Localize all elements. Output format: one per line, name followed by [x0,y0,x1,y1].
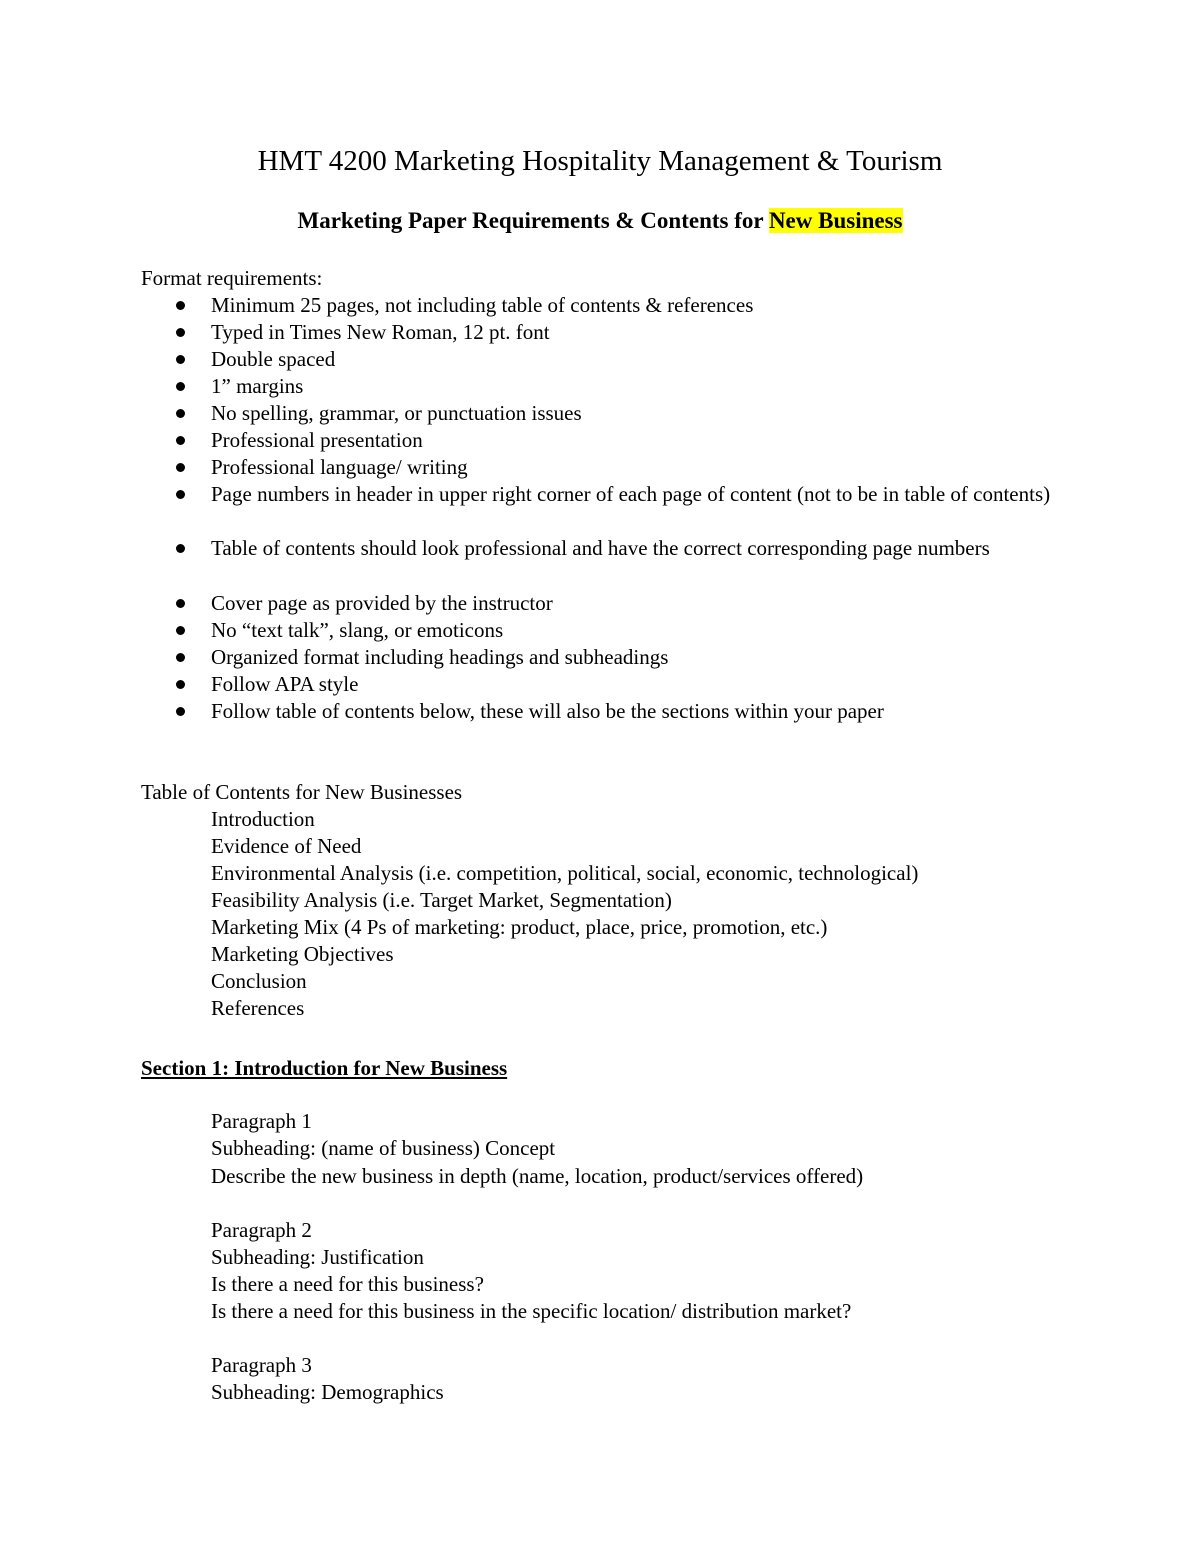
subtitle-text: Marketing Paper Requirements & Contents for [297,208,769,233]
bullet-icon [176,680,185,689]
format-item-text: Page numbers in header in upper right corner of each page of content (not to be in table of contents) [211,482,1051,506]
paragraph-line: Subheading: Demographics [211,1380,444,1404]
bullet-icon [176,463,185,472]
toc-label: Table of Contents for New Businesses [141,780,463,804]
toc-item: Marketing Mix (4 Ps of marketing: product, place, price, promotion, etc.) [211,915,828,939]
format-item-text: 1” margins [211,374,304,398]
format-item-text: Organized format including headings and subheadings [211,645,669,669]
document-title: HMT 4200 Marketing Hospitality Management & Tourism [257,145,943,177]
format-item-text: Follow APA style [211,672,359,696]
bullet-icon [176,707,185,716]
bullet-icon [176,653,185,662]
bullet-icon [176,599,185,608]
bullet-icon [176,301,185,310]
document-subtitle [0,205,1200,237]
bullet-icon [176,626,185,635]
paragraph-label: Paragraph 1 [211,1109,312,1133]
paragraph-line: Is there a need for this business in the specific location/ distribution market? [211,1299,852,1323]
toc-item: Marketing Objectives [211,942,394,966]
format-item-text: Typed in Times New Roman, 12 pt. font [211,320,550,344]
format-item-text: Cover page as provided by the instructor [211,591,553,615]
toc-item: Introduction [211,807,315,831]
format-item-text: Follow table of contents below, these will also be the sections within your paper [211,699,884,723]
bullet-icon [176,355,185,364]
paragraph-line: Subheading: (name of business) Concept [211,1136,556,1160]
toc-item: Conclusion [211,969,307,993]
paragraph-line: Is there a need for this business? [211,1272,484,1296]
format-item-text: No spelling, grammar, or punctuation issues [211,401,582,425]
toc-item: Evidence of Need [211,834,362,858]
paragraph-line: Subheading: Justification [211,1245,424,1269]
bullet-icon [176,490,185,499]
toc-item: References [211,996,305,1020]
bullet-icon [176,436,185,445]
bullet-icon [176,328,185,337]
format-item-text: Minimum 25 pages, not including table of contents & references [211,293,754,317]
format-item-text: Table of contents should look professional and have the correct corresponding page numbers [211,536,990,560]
paragraph-label: Paragraph 3 [211,1353,312,1377]
toc-item: Environmental Analysis (i.e. competition, political, social, economic, technological) [211,861,919,885]
format-item-text: No “text talk”, slang, or emoticons [211,618,504,642]
paragraph-label: Paragraph 2 [211,1218,312,1242]
format-item-text: Professional language/ writing [211,455,468,479]
format-item-text: Double spaced [211,347,336,371]
subtitle-highlight: New Business [768,208,903,233]
toc-item: Feasibility Analysis (i.e. Target Market, Segmentation) [211,888,672,912]
format-requirements-label: Format requirements: [141,266,323,290]
bullet-icon [176,409,185,418]
bullet-icon [176,382,185,391]
format-item-text: Professional presentation [211,428,423,452]
paragraph-line: Describe the new business in depth (name, location, product/services offered) [211,1164,864,1188]
bullet-icon [176,544,185,553]
section-heading: Section 1: Introduction for New Business [141,1056,508,1080]
